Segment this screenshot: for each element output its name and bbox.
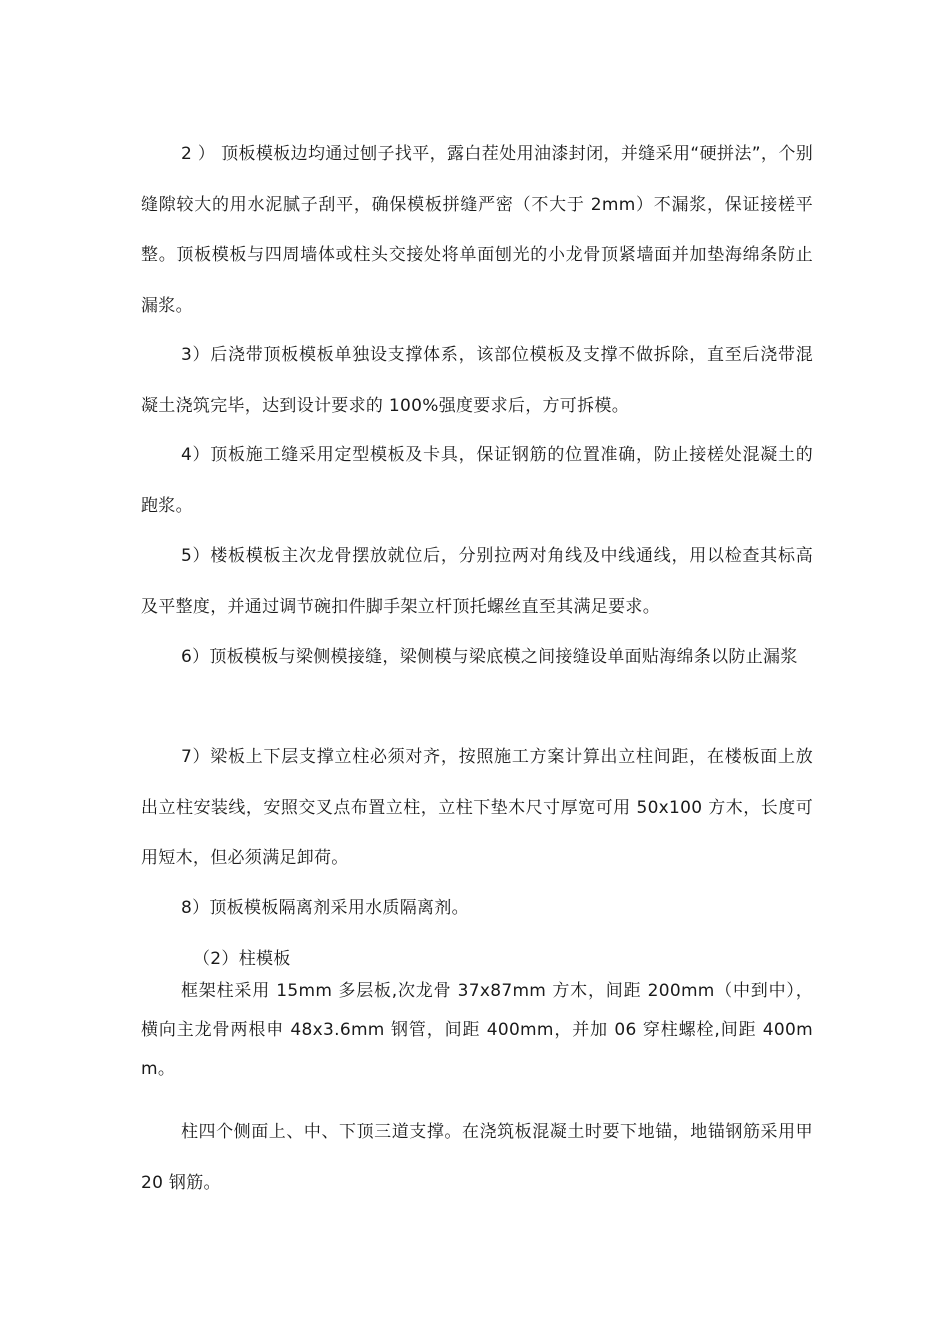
paragraph-6: 6）顶板模板与梁侧模接缝，梁侧模与梁底模之间接缝设单面贴海绵条以防止漏浆 (181, 647, 798, 667)
section-heading-column-formwork: （2）柱模板 (193, 949, 291, 969)
paragraph-7: 7）梁板上下层支撑立柱必须对齐，按照施工方案计算出立柱间距，在楼板面上放出立柱安装线，安照交叉点布置立柱，立柱下垫木尺寸厚宽可用 50x100 方木，长度可用短木，但必须满足卸荷。 (141, 747, 813, 868)
paragraph-8: 8）顶板模板隔离剂采用水质隔离剂。 (181, 898, 469, 918)
paragraph-5: 5）楼板模板主次龙骨摆放就位后，分别拉两对角线及中线通线，用以检查其标高及平整度，并通过调节碗扣件脚手架立杆顶托螺丝直至其满足要求。 (141, 546, 813, 617)
column-paragraph-1: 框架柱采用 15mm 多层板,次龙骨 37x87mm 方木，间距 200mm（中到中），横向主龙骨两根申 48x3.6mm 钢管，间距 400mm，并加 06 穿柱螺栓,间距 400mm。 (141, 981, 813, 1079)
paragraph-3: 3）后浇带顶板模板单独设支撑体系，该部位模板及支撑不做拆除，直至后浇带混凝土浇筑完毕，达到设计要求的 100%强度要求后，方可拆模。 (141, 345, 813, 416)
paragraph-4: 4）顶板施工缝采用定型模板及卡具，保证钢筋的位置准确，防止接槎处混凝土的跑浆。 (141, 445, 813, 516)
column-paragraph-2: 柱四个侧面上、中、下顶三道支撑。在浇筑板混凝土时要下地锚，地锚钢筋采用甲 20 钢筋。 (141, 1122, 813, 1193)
paragraph-2: 2 ） 顶板模板边均通过刨子找平，露白茬处用油漆封闭，并缝采用“硬拼法”，个别缝隙较大的用水泥腻子刮平，确保模板拼缝严密（不大于 2mm）不漏浆，保证接槎平整。顶板模板与四周墙体或柱头交接处将单面刨光的小龙骨顶紧墙面并加垫海绵条防止漏浆。 (141, 144, 813, 316)
